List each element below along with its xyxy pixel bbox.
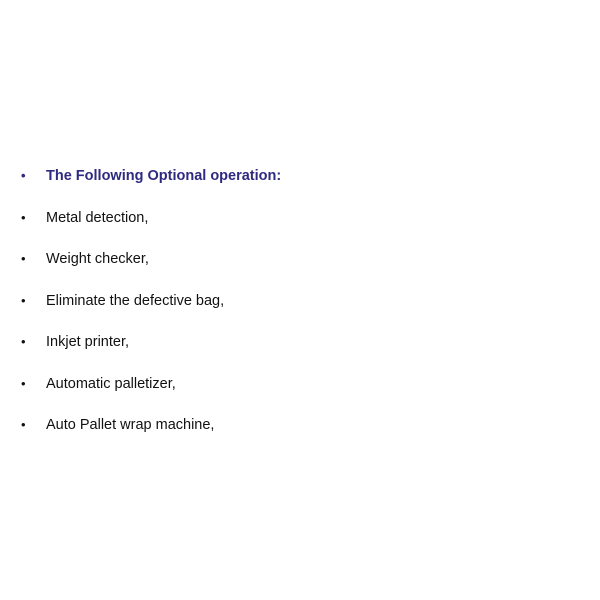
bullet-icon: • xyxy=(21,209,26,225)
list-item-text: Auto Pallet wrap machine, xyxy=(46,417,215,433)
list-item-text: Metal detection, xyxy=(46,209,149,226)
list-item-text: Inkjet printer, xyxy=(46,334,130,350)
list-item xyxy=(20,374,580,416)
bullet-icon: • xyxy=(21,292,26,308)
list-heading-text: The Following Optional operation: xyxy=(46,168,282,184)
optional-operations-list xyxy=(20,166,580,457)
list-item xyxy=(20,208,580,250)
list-item-text: Eliminate the defective bag, xyxy=(46,292,225,309)
bullet-icon: • xyxy=(21,375,26,391)
list-item-text: Automatic palletizer, xyxy=(46,375,176,392)
bullet-icon: • xyxy=(21,334,26,349)
bullet-icon: • xyxy=(21,168,26,183)
list-item xyxy=(20,249,580,291)
list-item xyxy=(20,332,580,374)
list-heading-item xyxy=(20,166,580,208)
list-item xyxy=(20,415,580,457)
list-item-text: Weight checker, xyxy=(46,251,149,267)
bullet-icon: • xyxy=(21,417,26,432)
list-item xyxy=(20,291,580,333)
bullet-icon: • xyxy=(21,251,26,266)
